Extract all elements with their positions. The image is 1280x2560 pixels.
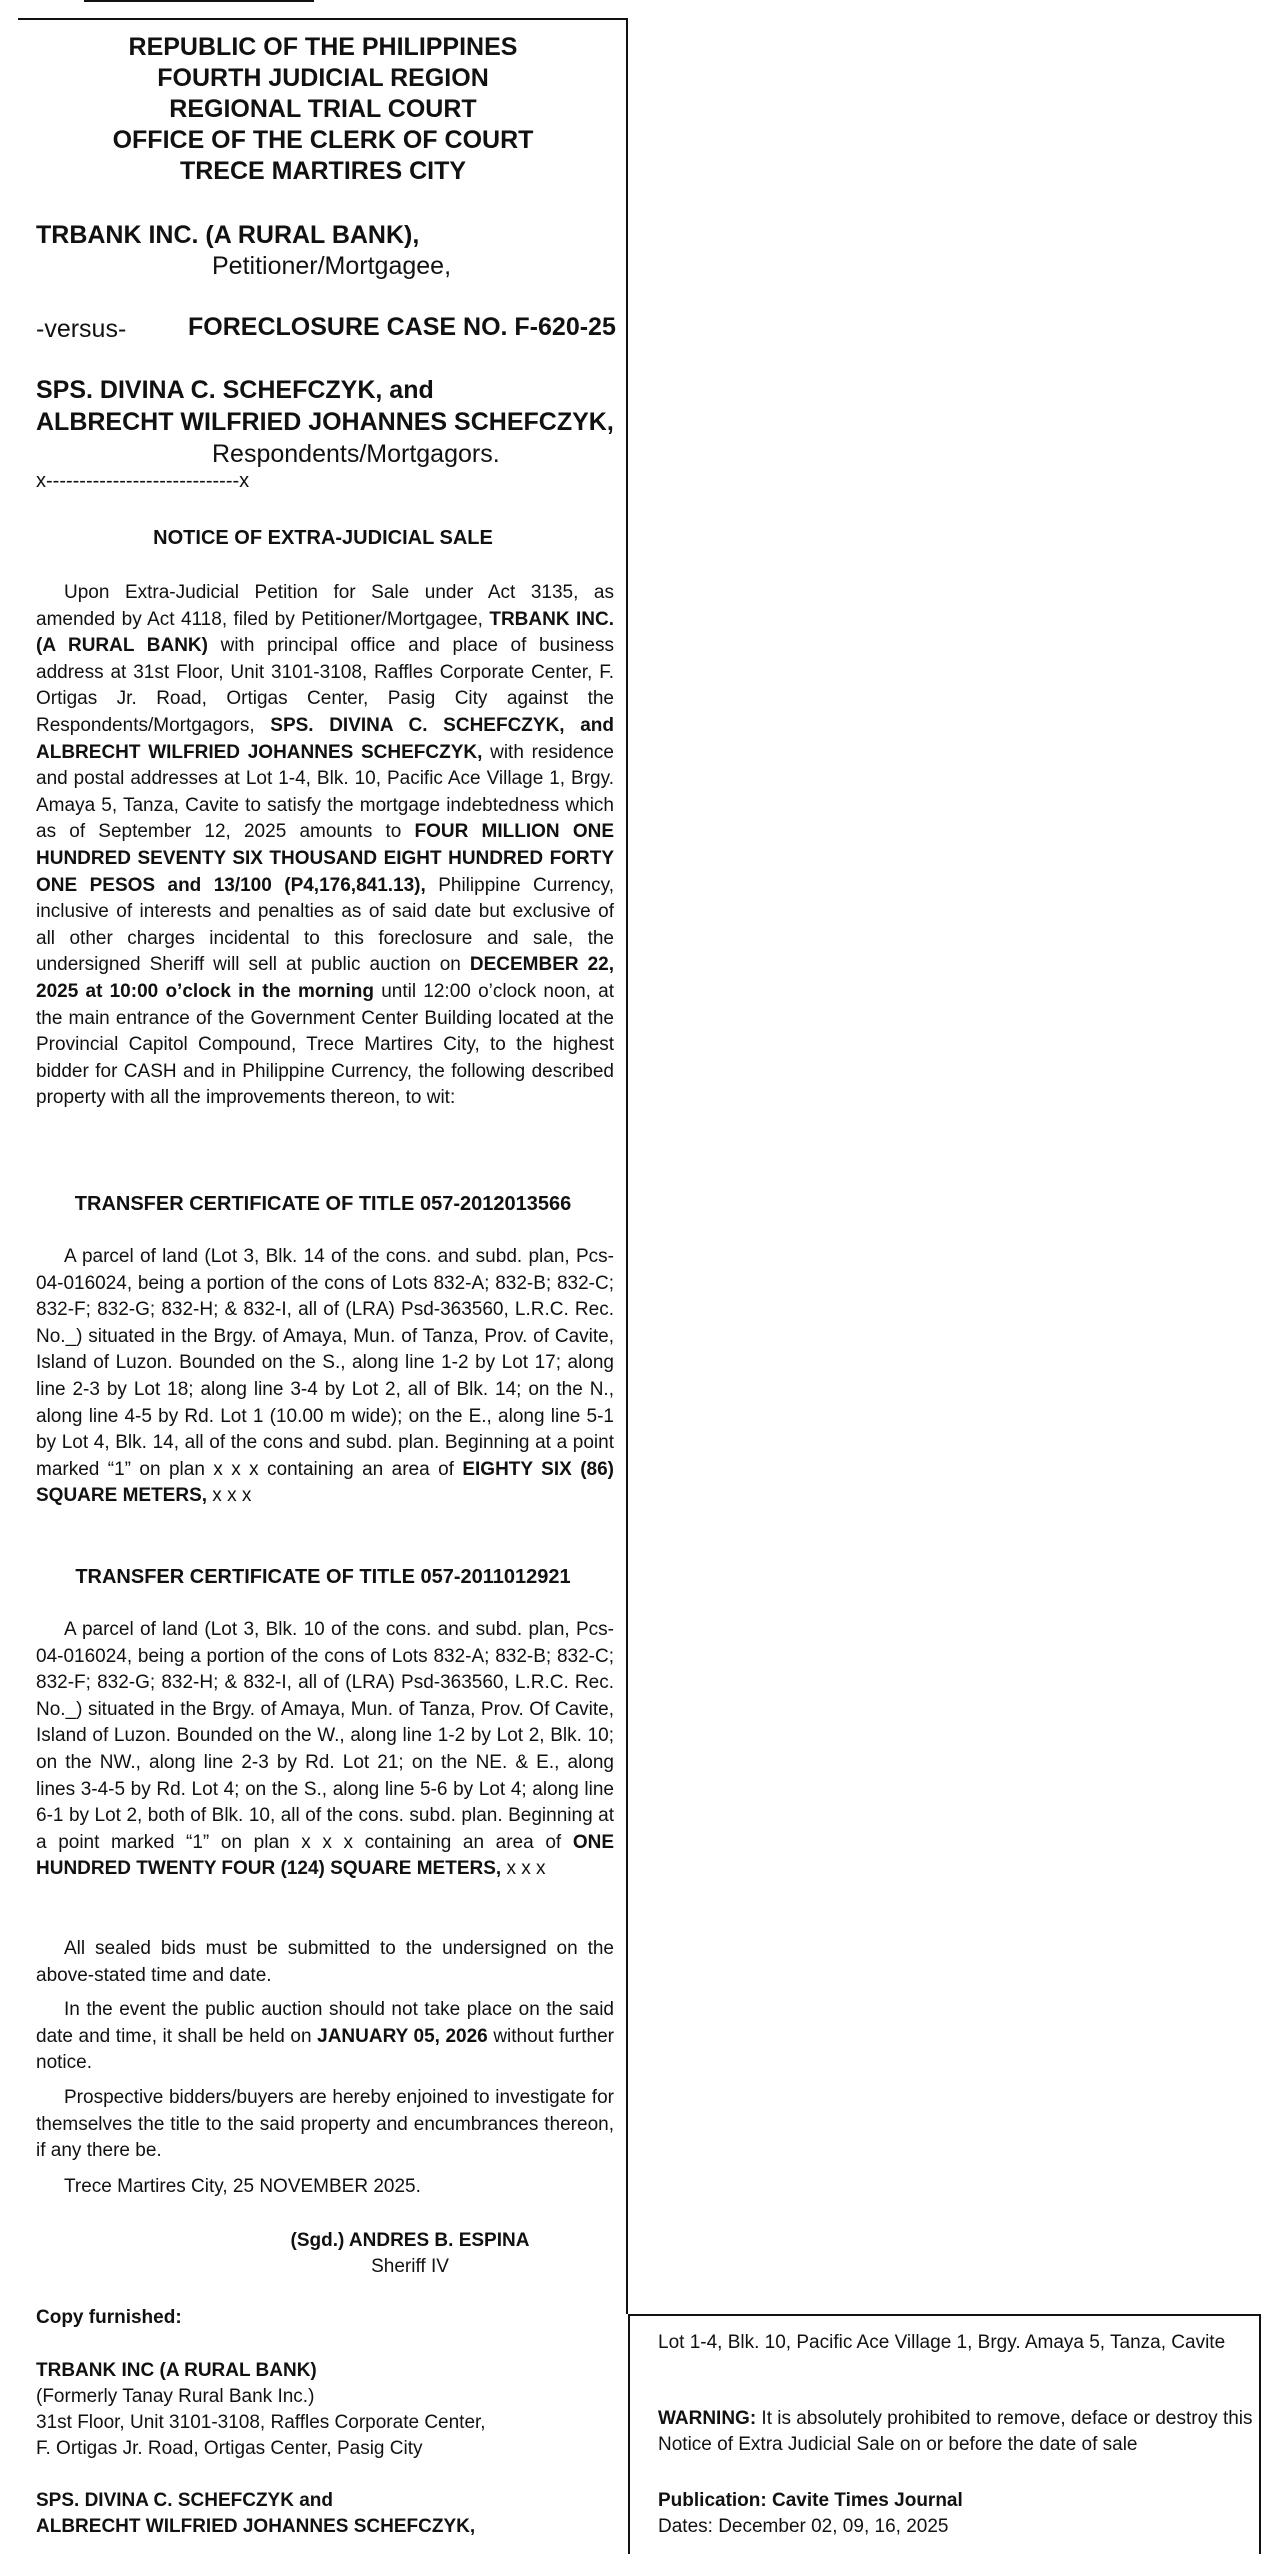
- publication-label: Publication: Cavite Times Journal: [658, 2490, 963, 2511]
- publication-dates: Dates: December 02, 09, 16, 2025: [658, 2516, 949, 2537]
- respondent-name-2: ALBRECHT WILFRIED JOHANNES SCHEFCZYK,: [36, 408, 614, 436]
- versus-label: -versus-: [36, 315, 127, 343]
- sealed-bids-paragraph: All sealed bids must be submitted to the undersigned on the above-stated time and date.: [36, 1938, 614, 1986]
- copy-furnished-label: Copy furnished:: [36, 2307, 182, 2328]
- warning-notice: [658, 2406, 1258, 2458]
- petitioner-name: TRBANK INC. (A RURAL BANK),: [36, 221, 420, 249]
- heading-line: TRECE MARTIRES CITY: [179, 157, 467, 185]
- sheriff-name: (Sgd.) ANDRES B. ESPINA: [290, 2230, 530, 2251]
- tct-2-title: TRANSFER CERTIFICATE OF TITLE 057-2011012921: [75, 1566, 571, 1588]
- recipient-2-line: SPS. DIVINA C. SCHEFCZYK and: [36, 2490, 333, 2511]
- petitioner-role: Petitioner/Mortgagee,: [212, 252, 452, 280]
- tct-1-description: A parcel of land (Lot 3, Blk. 14 of the cons. and subd. plan, Pcs-04-016024, being a portion of the cons of Lots 832-A; 832-B; 832-C; 832-F; 832-G; 832-H; & 832-I, all of (LRA) Psd-363560, L.R.C. Rec. No._) situated in the Brgy. of Amaya, Mun. of Tanza, Prov. of Cavite, Island of Luzon. Bounded on the S., along line 1-2 by Lot 17; along line 2-3 by Lot 18; along line 3-4 by Lot 2, all of Blk. 14; on the N., along line 4-5 by Rd. Lot 1 (10.00 m wide); on the E., along line 5-1 by Lot 4, Blk. 14, all of the cons and subd. plan. Beginning at a point marked “1” on plan x x x containing an area of EIGHTY SIX (86) SQUARE METERS, x x x: [36, 1246, 614, 1507]
- notice-title: NOTICE OF EXTRA-JUDICIAL SALE: [153, 527, 493, 549]
- respondent-role: Respondents/Mortgagors.: [212, 440, 500, 468]
- body-paragraph-1: Upon Extra-Judicial Petition for Sale under Act 3135, as amended by Act 4118, filed by Petitioner/Mortgagee, TRBANK INC. (A RURAL BANK) with principal office and place of business address at 31st Floor, Unit 3101-3108, Raffles Corporate Center, F. Ortigas Jr. Road, Ortigas Center, Pasig City against the Respondents/Mortgagors, SPS. DIVINA C. SCHEFCZYK, and ALBRECHT WILFRIED JOHANNES SCHEFCZYK, with residence and postal addresses at Lot 1-4, Blk. 10, Pacific Ace Village 1, Brgy. Amaya 5, Tanza, Cavite to satisfy the mortgage indebtedness which as of September 12, 2025 amounts to FOUR MILLION ONE HUNDRED SEVENTY SIX THOUSAND EIGHT HUNDRED FORTY ONE PESOS and 13/100 (P4,176,841.13), Philippine Currency, inclusive of interests and penalties as of said date but exclusive of all other charges incidental to this foreclosure and sale, the undersigned Sheriff will sell at public auction on DECEMBER 22, 2025 at 10:00 o’clock in the morning until 12:00 o’clock noon, at the main entrance of the Government Center Building located at the Provincial Capitol Compound, Trece Martires City, to the highest bidder for CASH and in Philippine Currency, the following described property with all the improvements thereon, to wit:: [36, 582, 615, 1109]
- place-date: Trece Martires City, 25 NOVEMBER 2025.: [64, 2176, 421, 2197]
- recipient-2-address: Lot 1-4, Blk. 10, Pacific Ace Village 1, Brgy. Amaya 5, Tanza, Cavite: [658, 2332, 1226, 2353]
- court-heading: [18, 32, 628, 187]
- top-rule: [84, 0, 314, 2]
- caption-separator: x-----------------------------x: [36, 470, 250, 492]
- recipient-1-line: (Formerly Tanay Rural Bank Inc.): [36, 2386, 315, 2407]
- respondent-name-1: SPS. DIVINA C. SCHEFCZYK, and: [36, 376, 434, 404]
- warning-text: It is absolutely prohibited to remove, deface or destroy this Notice of Extra Judicial Sale on or before the date of sale: [658, 2408, 1253, 2455]
- heading-line: FOURTH JUDICIAL REGION: [157, 64, 489, 92]
- case-number: FORECLOSURE CASE NO. F-620-25: [188, 313, 616, 341]
- heading-line: REGIONAL TRIAL COURT: [169, 95, 477, 123]
- tct-1-title: TRANSFER CERTIFICATE OF TITLE 057-2012013566: [74, 1193, 572, 1215]
- heading-line: OFFICE OF THE CLERK OF COURT: [112, 126, 534, 154]
- warning-label: WARNING:: [658, 2408, 757, 2429]
- heading-line: REPUBLIC OF THE PHILIPPINES: [128, 33, 518, 61]
- recipient-2-line: ALBRECHT WILFRIED JOHANNES SCHEFCZYK,: [36, 2516, 476, 2537]
- prospective-bidders-paragraph: Prospective bidders/buyers are hereby enjoined to investigate for themselves the title to the said property and encumbrances thereon, if any there be.: [36, 2087, 614, 2162]
- recipient-1-name: TRBANK INC (A RURAL BANK): [36, 2360, 317, 2381]
- recipient-1-line: 31st Floor, Unit 3101-3108, Raffles Corporate Center,: [36, 2412, 486, 2433]
- postponement-paragraph: In the event the public auction should not take place on the said date and time, it shall be held on JANUARY 05, 2026 without further notice.: [36, 1999, 614, 2074]
- sheriff-title: Sheriff IV: [371, 2256, 449, 2277]
- recipient-1-line: F. Ortigas Jr. Road, Ortigas Center, Pasig City: [36, 2438, 423, 2459]
- tct-2-description: A parcel of land (Lot 3, Blk. 10 of the cons. and subd. plan, Pcs-04-016024, being a portion of the cons of Lots 832-A; 832-B; 832-C; 832-F; 832-G; 832-H; & 832-I, all of (LRA) Psd-363560, L.R.C. Rec. No._) situated in the Brgy. of Amaya, Mun. of Tanza, Prov. Of Cavite, Island of Luzon. Bounded on the W., along line 1-2 by Lot 2, Blk. 10; on the NW., along line 2-3 by Rd. Lot 21; on the NE. & E., along lines 3-4-5 by Rd. Lot 4; on the S., along line 5-6 by Lot 4; along line 6-1 by Lot 2, both of Blk. 10, all of the cons. subd. plan. Beginning at a point marked “1” on plan x x x containing an area of ONE HUNDRED TWENTY FOUR (124) SQUARE METERS, x x x: [36, 1619, 614, 1880]
